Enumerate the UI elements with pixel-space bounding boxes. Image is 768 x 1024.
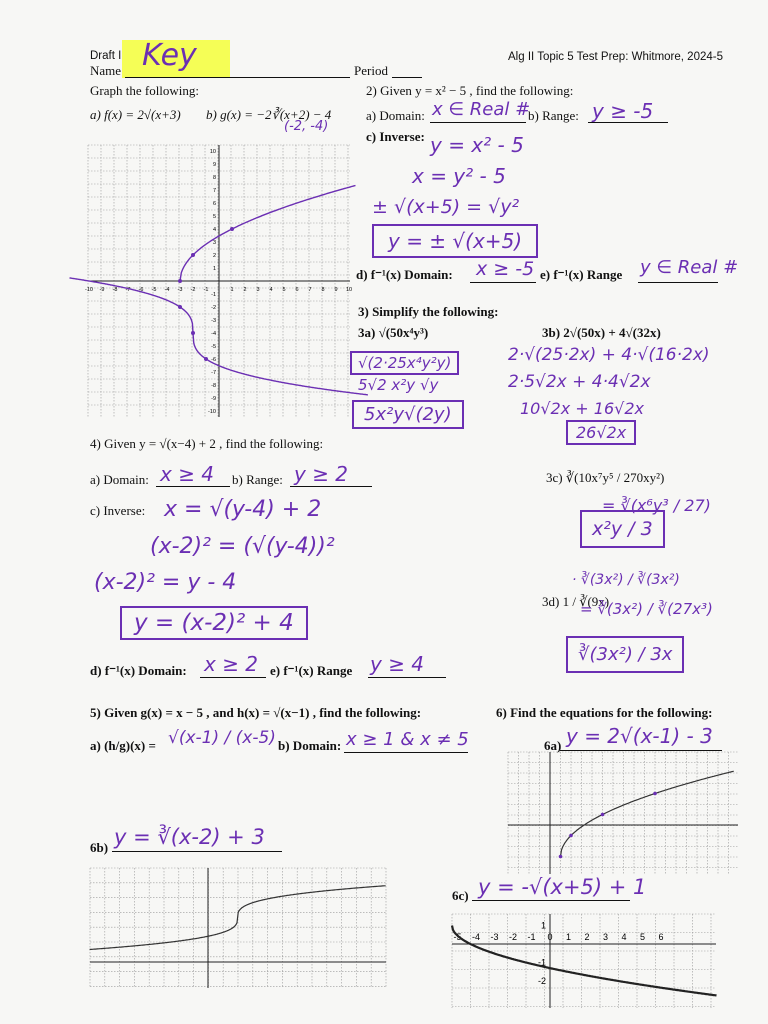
q6b-answer: y = ∛(x-2) + 3 xyxy=(114,825,265,849)
q3-intro: 3) Simplify the following: xyxy=(358,304,499,319)
graph-1-y-tick-label: -7 xyxy=(211,370,216,376)
q4d-answer: x ≥ 2 xyxy=(204,652,259,676)
q2a-answer: x ∈ Real # xyxy=(432,99,531,120)
graph-1-x-tick-label: 7 xyxy=(308,287,312,293)
q6b-label: 6b) xyxy=(90,840,109,855)
q3d-step-1: · ∛(3x²) / ∛(3x²) xyxy=(572,572,680,588)
q3d-label: 3d) 1 / ∛(9x) xyxy=(542,594,610,609)
graph-6c-x-tick-label: -4 xyxy=(471,932,481,942)
graph-1-x-tick-label: -6 xyxy=(138,287,144,293)
graph-1-x-tick-label: -10 xyxy=(85,287,93,293)
graph-6c-x-tick-label: -5 xyxy=(453,932,462,942)
q4b-answer: y ≥ 2 xyxy=(294,462,349,486)
graph-1-x-tick-label: 1 xyxy=(230,287,234,293)
graph-6a-point xyxy=(653,792,657,796)
graph-6c-x-tick-label: -2 xyxy=(508,932,518,942)
graph-6c-y-tick-label: -1 xyxy=(537,957,546,968)
q6a-label: 6a) xyxy=(544,738,562,753)
graph-1-x-tick-label: -2 xyxy=(190,287,196,293)
q2c-step-2: x = y² - 5 xyxy=(412,164,506,188)
q2c-final: y = ± √(x+5) xyxy=(372,224,538,258)
graph-6a-curve xyxy=(561,771,734,856)
graph-6a-point xyxy=(559,855,563,859)
q4b-line xyxy=(290,486,372,487)
q2d-label: d) f⁻¹(x) Domain: xyxy=(356,267,453,282)
q2e-label: e) f⁻¹(x) Range xyxy=(540,267,623,282)
graph-6a-point xyxy=(569,834,573,838)
name-line xyxy=(125,77,350,78)
q2c-label: c) Inverse: xyxy=(366,129,425,144)
graph-6c-y-tick-label: -2 xyxy=(537,976,546,986)
q6-intro: 6) Find the equations for the following: xyxy=(496,705,713,720)
q3a-label: 3a) √(50x⁴y³) xyxy=(358,325,429,340)
q1-intro: Graph the following: xyxy=(90,83,200,98)
q6a-line xyxy=(560,750,722,751)
graph-1-y-tick-label: 2 xyxy=(212,253,216,259)
q4d-line xyxy=(200,677,266,678)
graph-6c-x-tick-label: 1 xyxy=(565,932,572,942)
q2a-label: a) Domain: xyxy=(366,108,425,123)
q3a-step-1: √(2·25x⁴y²y) xyxy=(350,351,459,375)
q3c-step: = ∛(x⁶y³ / 27) xyxy=(602,496,711,515)
q4c-step-1: x = √(y-4) + 2 xyxy=(164,497,322,522)
q3a-final: 5x²y√(2y) xyxy=(352,400,464,429)
graph-1-y-tick-label: 6 xyxy=(212,201,216,207)
q4c-step-2: (x-2)² = (√(y-4))² xyxy=(150,534,335,559)
graph-1-y-tick-label: 7 xyxy=(212,188,216,194)
q6a-answer: y = 2√(x-1) - 3 xyxy=(566,724,713,748)
graph-1-x-tick-label: 5 xyxy=(282,287,286,293)
q3d-final: ∛(3x²) / 3x xyxy=(566,636,684,673)
graph-6c-x-tick-label: 5 xyxy=(639,932,646,942)
q3b-step-3: 10√2x + 16√2x xyxy=(520,399,644,418)
graph-1-y-tick-label: -8 xyxy=(211,383,216,389)
graph-1-y-tick-label: -10 xyxy=(208,409,216,415)
name-answer: Key xyxy=(142,38,197,73)
graph-1-point xyxy=(204,357,208,361)
graph-1-point xyxy=(230,227,234,231)
graph-6c-x-tick-label: -1 xyxy=(527,932,536,942)
q2b-answer: y ≥ -5 xyxy=(592,99,654,123)
graph-1-point xyxy=(191,331,195,335)
graph-1-x-tick-label: 4 xyxy=(269,287,273,293)
graph-1-x-tick-label: -1 xyxy=(203,287,209,293)
graph-1-y-tick-label: 1 xyxy=(212,266,216,272)
graph-6a xyxy=(508,752,738,874)
q2b-label: b) Range: xyxy=(528,108,579,123)
graph-1-x-tick-label: -4 xyxy=(164,287,170,293)
graph-1-y-tick-label: 9 xyxy=(212,162,216,168)
graph-1-y-tick-label: -3 xyxy=(211,318,216,324)
q4a-line xyxy=(156,486,230,487)
graph-1-x-tick-label: -8 xyxy=(112,287,118,293)
graph-6c xyxy=(452,914,716,1008)
name-label: Name xyxy=(90,63,122,78)
q4a-label: a) Domain: xyxy=(90,472,149,487)
graph-1-x-tick-label: -7 xyxy=(125,287,131,293)
graph-1-point xyxy=(178,279,182,283)
graph-6c-x-tick-label: 6 xyxy=(658,932,664,942)
q4c-final: y = (x-2)² + 4 xyxy=(120,606,308,640)
q4e-answer: y ≥ 4 xyxy=(370,652,425,676)
period-line xyxy=(392,77,422,78)
q2c-step-1: y = x² - 5 xyxy=(430,133,524,157)
graph-1-curve-f xyxy=(180,186,356,282)
q5a-label: a) (h/g)(x) = xyxy=(90,738,156,753)
q4e-label: e) f⁻¹(x) Range xyxy=(270,663,353,678)
graph-6c-y-tick-label: 1 xyxy=(540,920,546,931)
q2d-line xyxy=(470,282,536,283)
course-title: Alg II Topic 5 Test Prep: Whitmore, 2024-5 xyxy=(508,51,723,63)
q1-note: (-2, -4) xyxy=(284,119,329,134)
q6c-label: 6c) xyxy=(452,888,469,903)
graph-1-y-tick-label: -1 xyxy=(211,292,216,298)
q2-intro: 2) Given y = x² − 5 , find the following: xyxy=(366,83,574,98)
graph-1-x-tick-label: 8 xyxy=(321,287,325,293)
q1a-label: a) f(x) = 2√(x+3) xyxy=(90,107,181,122)
q5a-answer: √(x-1) / (x-5) xyxy=(168,728,276,748)
q4a-answer: x ≥ 4 xyxy=(160,462,215,486)
q4b-label: b) Range: xyxy=(232,472,283,487)
graph-6c-x-tick-label: -3 xyxy=(490,932,499,942)
q1b-label: b) g(x) = −2∛(x+2) − 4 xyxy=(206,107,332,122)
graph-1-y-tick-label: -6 xyxy=(211,357,216,363)
graph-1-point xyxy=(191,253,195,257)
graph-1-y-tick-label: -2 xyxy=(211,305,216,311)
graph-6c-x-tick-label: 0 xyxy=(547,932,553,942)
q2e-answer: y ∈ Real # xyxy=(640,257,739,278)
graph-6a-point xyxy=(601,813,605,817)
q6c-answer: y = -√(x+5) + 1 xyxy=(478,875,647,899)
q2e-line xyxy=(638,282,718,283)
graph-1-x-tick-label: 2 xyxy=(243,287,247,293)
graph-1-x-tick-label: 9 xyxy=(334,287,338,293)
graph-1-x-tick-label: -3 xyxy=(177,287,183,293)
q4c-step-3: (x-2)² = y - 4 xyxy=(94,570,237,595)
q4e-line xyxy=(368,677,446,678)
graph-1-y-tick-label: 8 xyxy=(212,175,216,181)
graph-1-x-tick-label: 6 xyxy=(295,287,299,293)
q5b-label: b) Domain: xyxy=(278,738,342,753)
graph-1-x-tick-label: 10 xyxy=(345,287,353,293)
q5b-answer: x ≥ 1 & x ≠ 5 xyxy=(346,729,469,750)
q2d-answer: x ≥ -5 xyxy=(476,258,535,280)
draft-label: Draft I xyxy=(90,50,122,62)
graph-1-y-tick-label: 10 xyxy=(209,149,216,155)
graph-6b xyxy=(90,868,386,988)
period-label: Period xyxy=(354,63,388,78)
q6c-line xyxy=(472,900,630,901)
graph-1-y-tick-label: -9 xyxy=(211,396,216,402)
graph-1-y-tick-label: 3 xyxy=(212,240,216,246)
graph-6c-x-tick-label: 4 xyxy=(621,932,627,942)
q4c-label: c) Inverse: xyxy=(90,503,146,518)
q2c-step-3: ± √(x+5) = √y² xyxy=(372,196,520,218)
q2a-line xyxy=(430,122,526,123)
q6b-line xyxy=(112,851,282,852)
q3b-final: 26√2x xyxy=(566,420,636,445)
graph-6c-x-tick-label: 2 xyxy=(584,932,590,942)
q3c-final: x²y / 3 xyxy=(580,510,665,548)
q5b-line xyxy=(344,752,468,753)
graph-1-y-tick-label: -5 xyxy=(211,344,216,350)
q3b-step-2: 2·5√2x + 4·4√2x xyxy=(508,372,651,392)
graph-1-x-tick-label: -5 xyxy=(151,287,157,293)
q3b-step-1: 2·√(25·2x) + 4·√(16·2x) xyxy=(508,345,710,365)
q4d-label: d) f⁻¹(x) Domain: xyxy=(90,663,187,678)
graph-1 xyxy=(85,145,353,417)
q3a-step-2: 5√2 x²y √y xyxy=(358,376,439,394)
q3c-label: 3c) ∛(10x⁷y⁵ / 270xy²) xyxy=(546,470,665,485)
graph-1-y-tick-label: 4 xyxy=(212,227,216,233)
graph-1-y-tick-label: 5 xyxy=(212,214,216,220)
q3b-label: 3b) 2√(50x) + 4√(32x) xyxy=(542,325,661,340)
graph-1-point xyxy=(178,305,182,309)
graph-6c-x-tick-label: 3 xyxy=(602,932,609,942)
q5-intro: 5) Given g(x) = x − 5 , and h(x) = √(x−1) , find the following: xyxy=(90,705,422,720)
graph-1-x-tick-label: 3 xyxy=(256,287,260,293)
graph-1-x-tick-label: -9 xyxy=(99,287,105,293)
graph-6b-curve xyxy=(90,886,386,950)
graph-1-y-tick-label: -4 xyxy=(211,331,216,337)
q4-intro: 4) Given y = √(x−4) + 2 , find the following: xyxy=(90,436,324,451)
q3d-step-2: = ∛(3x²) / ∛(27x³) xyxy=(580,600,713,618)
